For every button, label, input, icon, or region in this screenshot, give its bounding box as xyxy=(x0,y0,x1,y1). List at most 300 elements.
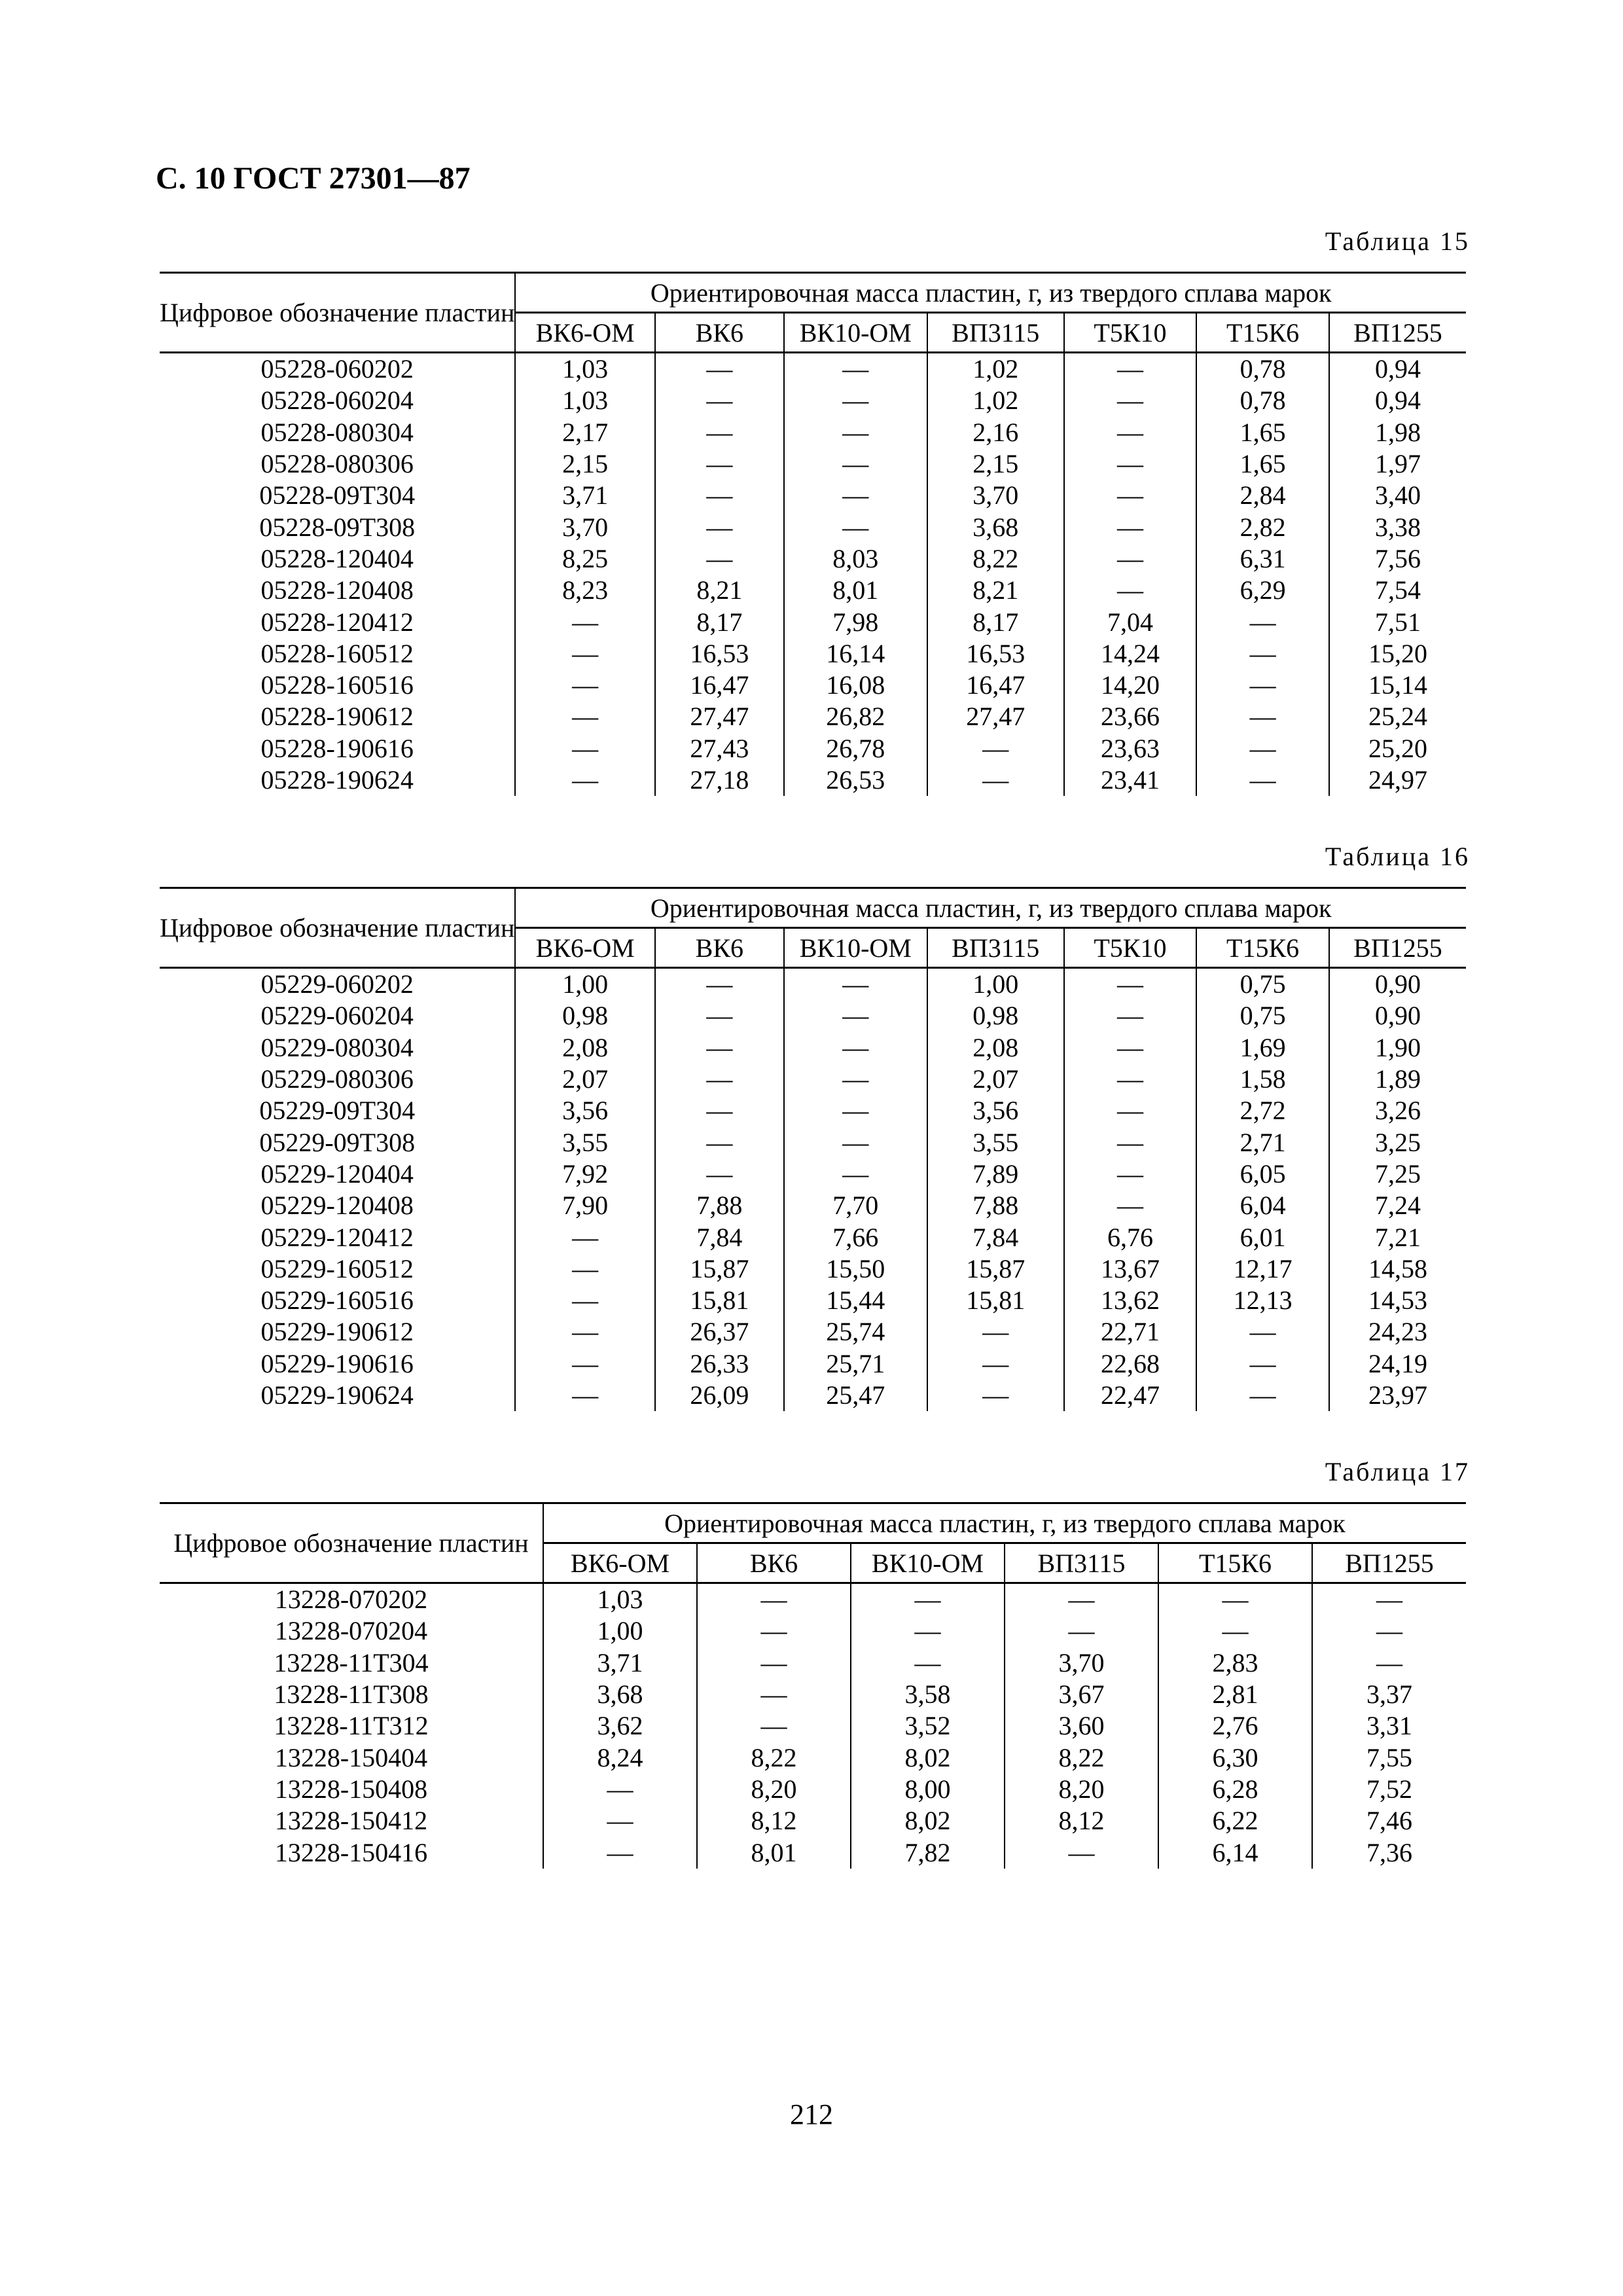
mass-cell: 7,46 xyxy=(1312,1805,1466,1837)
mass-cell: 7,21 xyxy=(1329,1221,1466,1253)
designation-cell: 13228-150416 xyxy=(274,1837,428,1867)
mass-cell: — xyxy=(784,385,927,416)
mass-cell: 26,37 xyxy=(655,1316,784,1348)
mass-cell: 3,55 xyxy=(927,1126,1064,1158)
mass-cell: 3,52 xyxy=(851,1710,1005,1742)
designation-header: Цифровое обозначение пластин xyxy=(160,273,515,353)
designation-cell: 05229-160516 xyxy=(260,1285,414,1316)
column-header: Т5К10 xyxy=(1064,928,1197,968)
mass-cell: — xyxy=(1064,543,1197,575)
mass-cell: 1,90 xyxy=(1329,1032,1466,1064)
mass-cell: — xyxy=(515,606,655,637)
mass-cell: 26,33 xyxy=(655,1348,784,1380)
page-number: 212 xyxy=(790,2098,833,2130)
column-header: ВК6-ОМ xyxy=(515,928,655,968)
mass-cell: 1,03 xyxy=(543,1583,697,1616)
table-row xyxy=(160,448,1466,480)
mass-cell: 23,63 xyxy=(1064,733,1197,764)
mass-cell: — xyxy=(1005,1583,1158,1616)
designation-cell: 05228-190612 xyxy=(260,702,414,732)
mass-cell: 1,69 xyxy=(1196,1032,1329,1064)
table-row xyxy=(160,1064,1466,1095)
mass-cell: 0,98 xyxy=(515,1000,655,1031)
mass-cell: 15,87 xyxy=(655,1253,784,1285)
mass-cell: 7,84 xyxy=(655,1221,784,1253)
table-15 xyxy=(160,272,1466,796)
mass-cell: 14,24 xyxy=(1064,638,1197,670)
mass-cell: 7,88 xyxy=(655,1190,784,1221)
mass-cell: 7,24 xyxy=(1329,1190,1466,1221)
mass-cell: — xyxy=(655,1095,784,1126)
column-header: ВК6-ОМ xyxy=(543,1543,697,1583)
mass-cell: 14,58 xyxy=(1329,1253,1466,1285)
mass-cell: 22,47 xyxy=(1064,1380,1197,1411)
table-row xyxy=(160,1805,1466,1837)
mass-cell: — xyxy=(927,1348,1064,1380)
mass-cell: 8,02 xyxy=(851,1742,1005,1773)
mass-cell: 16,47 xyxy=(655,670,784,701)
mass-cell: 15,20 xyxy=(1329,638,1466,670)
column-header: Т15К6 xyxy=(1158,1543,1312,1583)
mass-cell: — xyxy=(543,1774,697,1805)
mass-cell: — xyxy=(1312,1647,1466,1679)
table-row xyxy=(160,1000,1466,1031)
mass-cell: 3,70 xyxy=(515,511,655,543)
mass-cell: 13,62 xyxy=(1064,1285,1197,1316)
table-row xyxy=(160,1032,1466,1064)
mass-cell: 1,00 xyxy=(543,1615,697,1647)
mass-cell: 16,08 xyxy=(784,670,927,701)
mass-cell: 15,14 xyxy=(1329,670,1466,701)
column-header: ВП3115 xyxy=(927,313,1064,353)
mass-cell: 3,71 xyxy=(543,1647,697,1679)
mass-cell: — xyxy=(697,1615,851,1647)
mass-cell: — xyxy=(655,385,784,416)
mass-cell: — xyxy=(784,511,927,543)
mass-cell: 3,58 xyxy=(851,1679,1005,1710)
mass-cell: 8,22 xyxy=(1005,1742,1158,1773)
mass-cell: — xyxy=(1064,968,1197,1001)
mass-cell: — xyxy=(784,353,927,386)
table-row xyxy=(160,1158,1466,1190)
mass-cell: — xyxy=(1158,1583,1312,1616)
column-header: ВК6-ОМ xyxy=(515,313,655,353)
mass-cell: 1,02 xyxy=(927,353,1064,386)
table-row xyxy=(160,1583,1466,1616)
designation-cell: 05228-120408 xyxy=(260,575,414,605)
mass-cell: — xyxy=(1312,1583,1466,1616)
mass-cell: 6,05 xyxy=(1196,1158,1329,1190)
mass-cell: — xyxy=(697,1583,851,1616)
table-row xyxy=(160,1348,1466,1380)
designation-cell: 05229-190612 xyxy=(260,1317,414,1347)
mass-cell: 13,67 xyxy=(1064,1253,1197,1285)
mass-cell: 8,17 xyxy=(927,606,1064,637)
mass-cell: 15,81 xyxy=(655,1285,784,1316)
mass-cell: 0,90 xyxy=(1329,968,1466,1001)
column-header: ВК6 xyxy=(655,928,784,968)
mass-cell: — xyxy=(655,1000,784,1031)
mass-cell: 26,82 xyxy=(784,701,927,732)
column-header: ВП1255 xyxy=(1329,313,1466,353)
mass-cell: — xyxy=(655,1032,784,1064)
table-row xyxy=(160,1837,1466,1868)
mass-cell: 0,94 xyxy=(1329,385,1466,416)
mass-cell: 1,89 xyxy=(1329,1064,1466,1095)
mass-cell: 3,56 xyxy=(515,1095,655,1126)
mass-cell: 1,03 xyxy=(515,353,655,386)
mass-cell: 8,17 xyxy=(655,606,784,637)
column-header: ВП3115 xyxy=(927,928,1064,968)
table-15-caption: Таблица 15 xyxy=(1325,226,1470,256)
column-header: Т15К6 xyxy=(1196,928,1329,968)
mass-cell: — xyxy=(655,448,784,480)
mass-cell: 27,43 xyxy=(655,733,784,764)
mass-cell: — xyxy=(784,1064,927,1095)
mass-cell: 15,44 xyxy=(784,1285,927,1316)
mass-cell: 6,30 xyxy=(1158,1742,1312,1773)
mass-cell: 2,07 xyxy=(515,1064,655,1095)
mass-cell: 2,07 xyxy=(927,1064,1064,1095)
mass-cell: 8,23 xyxy=(515,575,655,606)
table-row xyxy=(160,1190,1466,1221)
mass-cell: 0,90 xyxy=(1329,1000,1466,1031)
designation-cell: 05228-080306 xyxy=(260,449,414,479)
table-row xyxy=(160,480,1466,511)
mass-cell: — xyxy=(1158,1615,1312,1647)
designation-cell: 05229-09Т304 xyxy=(259,1096,416,1126)
mass-cell: 3,26 xyxy=(1329,1095,1466,1126)
table-body xyxy=(160,1583,1466,1869)
mass-cell: 8,22 xyxy=(927,543,1064,575)
column-header: ВП1255 xyxy=(1329,928,1466,968)
mass-cell: 8,20 xyxy=(1005,1774,1158,1805)
mass-cell: 25,24 xyxy=(1329,701,1466,732)
mass-cell: 8,22 xyxy=(697,1742,851,1773)
designation-cell: 05228-060202 xyxy=(260,354,414,384)
table-16-caption: Таблица 16 xyxy=(1325,842,1470,871)
mass-cell: 7,84 xyxy=(927,1221,1064,1253)
mass-cell: 8,21 xyxy=(927,575,1064,606)
mass-cell: 7,98 xyxy=(784,606,927,637)
mass-cell: — xyxy=(1064,1000,1197,1031)
designation-cell: 13228-11Т312 xyxy=(274,1711,429,1741)
table-body xyxy=(160,968,1466,1412)
mass-cell: — xyxy=(655,1158,784,1190)
mass-cell: 1,00 xyxy=(927,968,1064,1001)
mass-cell: 0,75 xyxy=(1196,1000,1329,1031)
designation-header: Цифровое обозначение пластин xyxy=(160,1503,543,1583)
mass-cell: — xyxy=(927,764,1064,796)
mass-cell: 26,09 xyxy=(655,1380,784,1411)
designation-cell: 13228-11Т308 xyxy=(274,1679,429,1710)
mass-cell: — xyxy=(515,638,655,670)
mass-cell: — xyxy=(655,480,784,511)
designation-cell: 05228-190624 xyxy=(260,765,414,795)
table-row xyxy=(160,1285,1466,1316)
mass-cell: — xyxy=(515,1221,655,1253)
mass-cell: 8,20 xyxy=(697,1774,851,1805)
mass-cell: — xyxy=(515,733,655,764)
mass-cell: 2,76 xyxy=(1158,1710,1312,1742)
designation-cell: 05228-09Т304 xyxy=(259,480,416,511)
column-header: Т15К6 xyxy=(1196,313,1329,353)
mass-cell: — xyxy=(515,1316,655,1348)
column-header: ВК6 xyxy=(655,313,784,353)
mass-cell: — xyxy=(851,1647,1005,1679)
designation-cell: 05229-060202 xyxy=(260,969,414,999)
mass-cell: 3,67 xyxy=(1005,1679,1158,1710)
mass-cell: — xyxy=(543,1837,697,1868)
mass-cell: 7,89 xyxy=(927,1158,1064,1190)
designation-cell: 13228-150408 xyxy=(274,1774,428,1804)
mass-cell: 6,04 xyxy=(1196,1190,1329,1221)
mass-cell: — xyxy=(515,1380,655,1411)
mass-cell: 3,68 xyxy=(543,1679,697,1710)
mass-cell: 1,00 xyxy=(515,968,655,1001)
mass-group-header: Ориентировочная масса пластин, г, из твердого сплава марок xyxy=(515,273,1466,313)
mass-cell: — xyxy=(1064,448,1197,480)
mass-cell: 7,66 xyxy=(784,1221,927,1253)
mass-cell: 6,29 xyxy=(1196,575,1329,606)
mass-cell: — xyxy=(1064,1158,1197,1190)
mass-cell: 3,40 xyxy=(1329,480,1466,511)
mass-cell: 8,01 xyxy=(784,575,927,606)
mass-cell: 2,72 xyxy=(1196,1095,1329,1126)
designation-cell: 05229-080306 xyxy=(260,1064,414,1094)
mass-cell: — xyxy=(784,1158,927,1190)
mass-cell: 25,20 xyxy=(1329,733,1466,764)
table-row xyxy=(160,1647,1466,1679)
mass-cell: 2,83 xyxy=(1158,1647,1312,1679)
mass-cell: 8,21 xyxy=(655,575,784,606)
designation-cell: 05228-060204 xyxy=(260,386,414,416)
mass-cell: 27,47 xyxy=(927,701,1064,732)
mass-cell: — xyxy=(784,417,927,448)
mass-cell: 23,66 xyxy=(1064,701,1197,732)
mass-cell: — xyxy=(515,764,655,796)
mass-cell: 16,47 xyxy=(927,670,1064,701)
designation-cell: 05228-120412 xyxy=(260,607,414,637)
mass-cell: 8,00 xyxy=(851,1774,1005,1805)
table-row xyxy=(160,1679,1466,1710)
mass-cell: 8,02 xyxy=(851,1805,1005,1837)
mass-cell: 26,78 xyxy=(784,733,927,764)
designation-cell: 13228-150412 xyxy=(274,1806,428,1836)
mass-cell: 3,56 xyxy=(927,1095,1064,1126)
mass-cell: — xyxy=(1196,733,1329,764)
mass-cell: — xyxy=(515,1285,655,1316)
mass-cell: 16,53 xyxy=(927,638,1064,670)
column-header: ВК10-ОМ xyxy=(784,928,927,968)
mass-cell: — xyxy=(1005,1615,1158,1647)
mass-cell: 15,50 xyxy=(784,1253,927,1285)
mass-cell: — xyxy=(515,701,655,732)
mass-cell: 7,55 xyxy=(1312,1742,1466,1773)
mass-cell: — xyxy=(1196,701,1329,732)
mass-cell: 2,82 xyxy=(1196,511,1329,543)
mass-cell: 27,47 xyxy=(655,701,784,732)
table-row xyxy=(160,670,1466,701)
mass-cell: — xyxy=(1064,385,1197,416)
mass-cell: 3,70 xyxy=(927,480,1064,511)
mass-cell: — xyxy=(1064,417,1197,448)
mass-cell: 3,68 xyxy=(927,511,1064,543)
mass-cell: — xyxy=(1196,1380,1329,1411)
mass-cell: — xyxy=(1196,638,1329,670)
mass-cell: 7,56 xyxy=(1329,543,1466,575)
mass-cell: 8,25 xyxy=(515,543,655,575)
mass-cell: 6,01 xyxy=(1196,1221,1329,1253)
mass-cell: — xyxy=(784,448,927,480)
designation-cell: 05229-190624 xyxy=(260,1380,414,1410)
mass-cell: 27,18 xyxy=(655,764,784,796)
designation-cell: 05229-160512 xyxy=(260,1253,414,1283)
mass-cell: 24,23 xyxy=(1329,1316,1466,1348)
mass-cell: 3,60 xyxy=(1005,1710,1158,1742)
designation-header: Цифровое обозначение пластин xyxy=(160,888,515,968)
mass-cell: — xyxy=(655,417,784,448)
designation-cell: 13228-150404 xyxy=(274,1742,428,1772)
page-header: С. 10 ГОСТ 27301—87 xyxy=(156,161,471,196)
mass-cell: 24,19 xyxy=(1329,1348,1466,1380)
mass-cell: 2,17 xyxy=(515,417,655,448)
mass-cell: — xyxy=(851,1583,1005,1616)
mass-cell: — xyxy=(515,1253,655,1285)
mass-cell: 6,14 xyxy=(1158,1837,1312,1868)
mass-cell: — xyxy=(1196,670,1329,701)
mass-cell: — xyxy=(1064,1032,1197,1064)
mass-cell: 23,41 xyxy=(1064,764,1197,796)
mass-cell: 7,70 xyxy=(784,1190,927,1221)
mass-cell: 16,53 xyxy=(655,638,784,670)
mass-cell: 7,88 xyxy=(927,1190,1064,1221)
mass-cell: 2,71 xyxy=(1196,1126,1329,1158)
mass-cell: 6,76 xyxy=(1064,1221,1197,1253)
mass-cell: 7,51 xyxy=(1329,606,1466,637)
mass-cell: 15,81 xyxy=(927,1285,1064,1316)
mass-cell: 25,74 xyxy=(784,1316,927,1348)
mass-cell: 0,78 xyxy=(1196,385,1329,416)
mass-cell: 1,58 xyxy=(1196,1064,1329,1095)
mass-cell: 7,82 xyxy=(851,1837,1005,1868)
mass-cell: — xyxy=(655,1064,784,1095)
mass-cell: — xyxy=(1196,1348,1329,1380)
table-row xyxy=(160,701,1466,732)
mass-cell: 1,98 xyxy=(1329,417,1466,448)
mass-cell: — xyxy=(784,480,927,511)
table-row xyxy=(160,1742,1466,1773)
mass-cell: 16,14 xyxy=(784,638,927,670)
mass-cell: 8,12 xyxy=(697,1805,851,1837)
column-header: Т5К10 xyxy=(1064,313,1197,353)
table-row xyxy=(160,733,1466,764)
mass-cell: — xyxy=(784,968,927,1001)
table-row xyxy=(160,1221,1466,1253)
mass-cell: 7,25 xyxy=(1329,1158,1466,1190)
mass-cell: — xyxy=(1064,1095,1197,1126)
designation-cell: 13228-070204 xyxy=(274,1616,428,1646)
mass-cell: 0,98 xyxy=(927,1000,1064,1031)
mass-cell: — xyxy=(1196,764,1329,796)
mass-cell: 12,13 xyxy=(1196,1285,1329,1316)
mass-cell: — xyxy=(655,968,784,1001)
mass-cell: 15,87 xyxy=(927,1253,1064,1285)
mass-cell: — xyxy=(1064,1064,1197,1095)
mass-cell: — xyxy=(515,1348,655,1380)
mass-cell: — xyxy=(655,353,784,386)
table-row xyxy=(160,543,1466,575)
designation-cell: 05228-160516 xyxy=(260,670,414,700)
mass-cell: — xyxy=(1064,480,1197,511)
mass-cell: — xyxy=(543,1805,697,1837)
mass-cell: 3,71 xyxy=(515,480,655,511)
mass-cell: 1,65 xyxy=(1196,448,1329,480)
mass-cell: 7,90 xyxy=(515,1190,655,1221)
column-header: ВК10-ОМ xyxy=(784,313,927,353)
mass-cell: — xyxy=(697,1679,851,1710)
mass-cell: — xyxy=(655,543,784,575)
table-row xyxy=(160,638,1466,670)
mass-cell: 3,25 xyxy=(1329,1126,1466,1158)
designation-cell: 05228-09Т308 xyxy=(259,512,416,542)
designation-cell: 05229-190616 xyxy=(260,1348,414,1378)
mass-cell: — xyxy=(655,1126,784,1158)
table-row xyxy=(160,968,1466,1001)
mass-cell: 2,08 xyxy=(927,1032,1064,1064)
mass-cell: 2,15 xyxy=(515,448,655,480)
mass-cell: — xyxy=(655,511,784,543)
mass-cell: 25,71 xyxy=(784,1348,927,1380)
column-header: ВК10-ОМ xyxy=(851,1543,1005,1583)
mass-cell: 3,62 xyxy=(543,1710,697,1742)
mass-cell: — xyxy=(1064,1126,1197,1158)
mass-cell: 0,94 xyxy=(1329,353,1466,386)
mass-cell: — xyxy=(1312,1615,1466,1647)
table-row xyxy=(160,1710,1466,1742)
mass-cell: 0,75 xyxy=(1196,968,1329,1001)
mass-cell: — xyxy=(1064,511,1197,543)
mass-cell: 3,38 xyxy=(1329,511,1466,543)
designation-cell: 05229-120408 xyxy=(260,1191,414,1221)
mass-cell: 14,53 xyxy=(1329,1285,1466,1316)
column-header: ВК6 xyxy=(697,1543,851,1583)
mass-group-header: Ориентировочная масса пластин, г, из твердого сплава марок xyxy=(543,1503,1466,1543)
mass-cell: 0,78 xyxy=(1196,353,1329,386)
table-17-caption: Таблица 17 xyxy=(1325,1457,1470,1486)
designation-cell: 05229-060204 xyxy=(260,1001,414,1031)
mass-cell: 6,31 xyxy=(1196,543,1329,575)
mass-cell: 2,08 xyxy=(515,1032,655,1064)
designation-cell: 05229-080304 xyxy=(260,1032,414,1062)
table-row xyxy=(160,764,1466,796)
table-row xyxy=(160,1253,1466,1285)
mass-cell: 6,28 xyxy=(1158,1774,1312,1805)
mass-cell: — xyxy=(515,670,655,701)
designation-cell: 13228-070202 xyxy=(274,1585,428,1615)
column-header: ВП3115 xyxy=(1005,1543,1158,1583)
mass-cell: — xyxy=(1005,1837,1158,1868)
mass-cell: — xyxy=(697,1647,851,1679)
table-row xyxy=(160,1095,1466,1126)
mass-cell: 8,24 xyxy=(543,1742,697,1773)
designation-cell: 13228-11Т304 xyxy=(274,1647,429,1677)
mass-cell: 22,71 xyxy=(1064,1316,1197,1348)
mass-cell: — xyxy=(1064,1190,1197,1221)
mass-cell: 8,12 xyxy=(1005,1805,1158,1837)
mass-cell: — xyxy=(1196,1316,1329,1348)
mass-cell: 23,97 xyxy=(1329,1380,1466,1411)
